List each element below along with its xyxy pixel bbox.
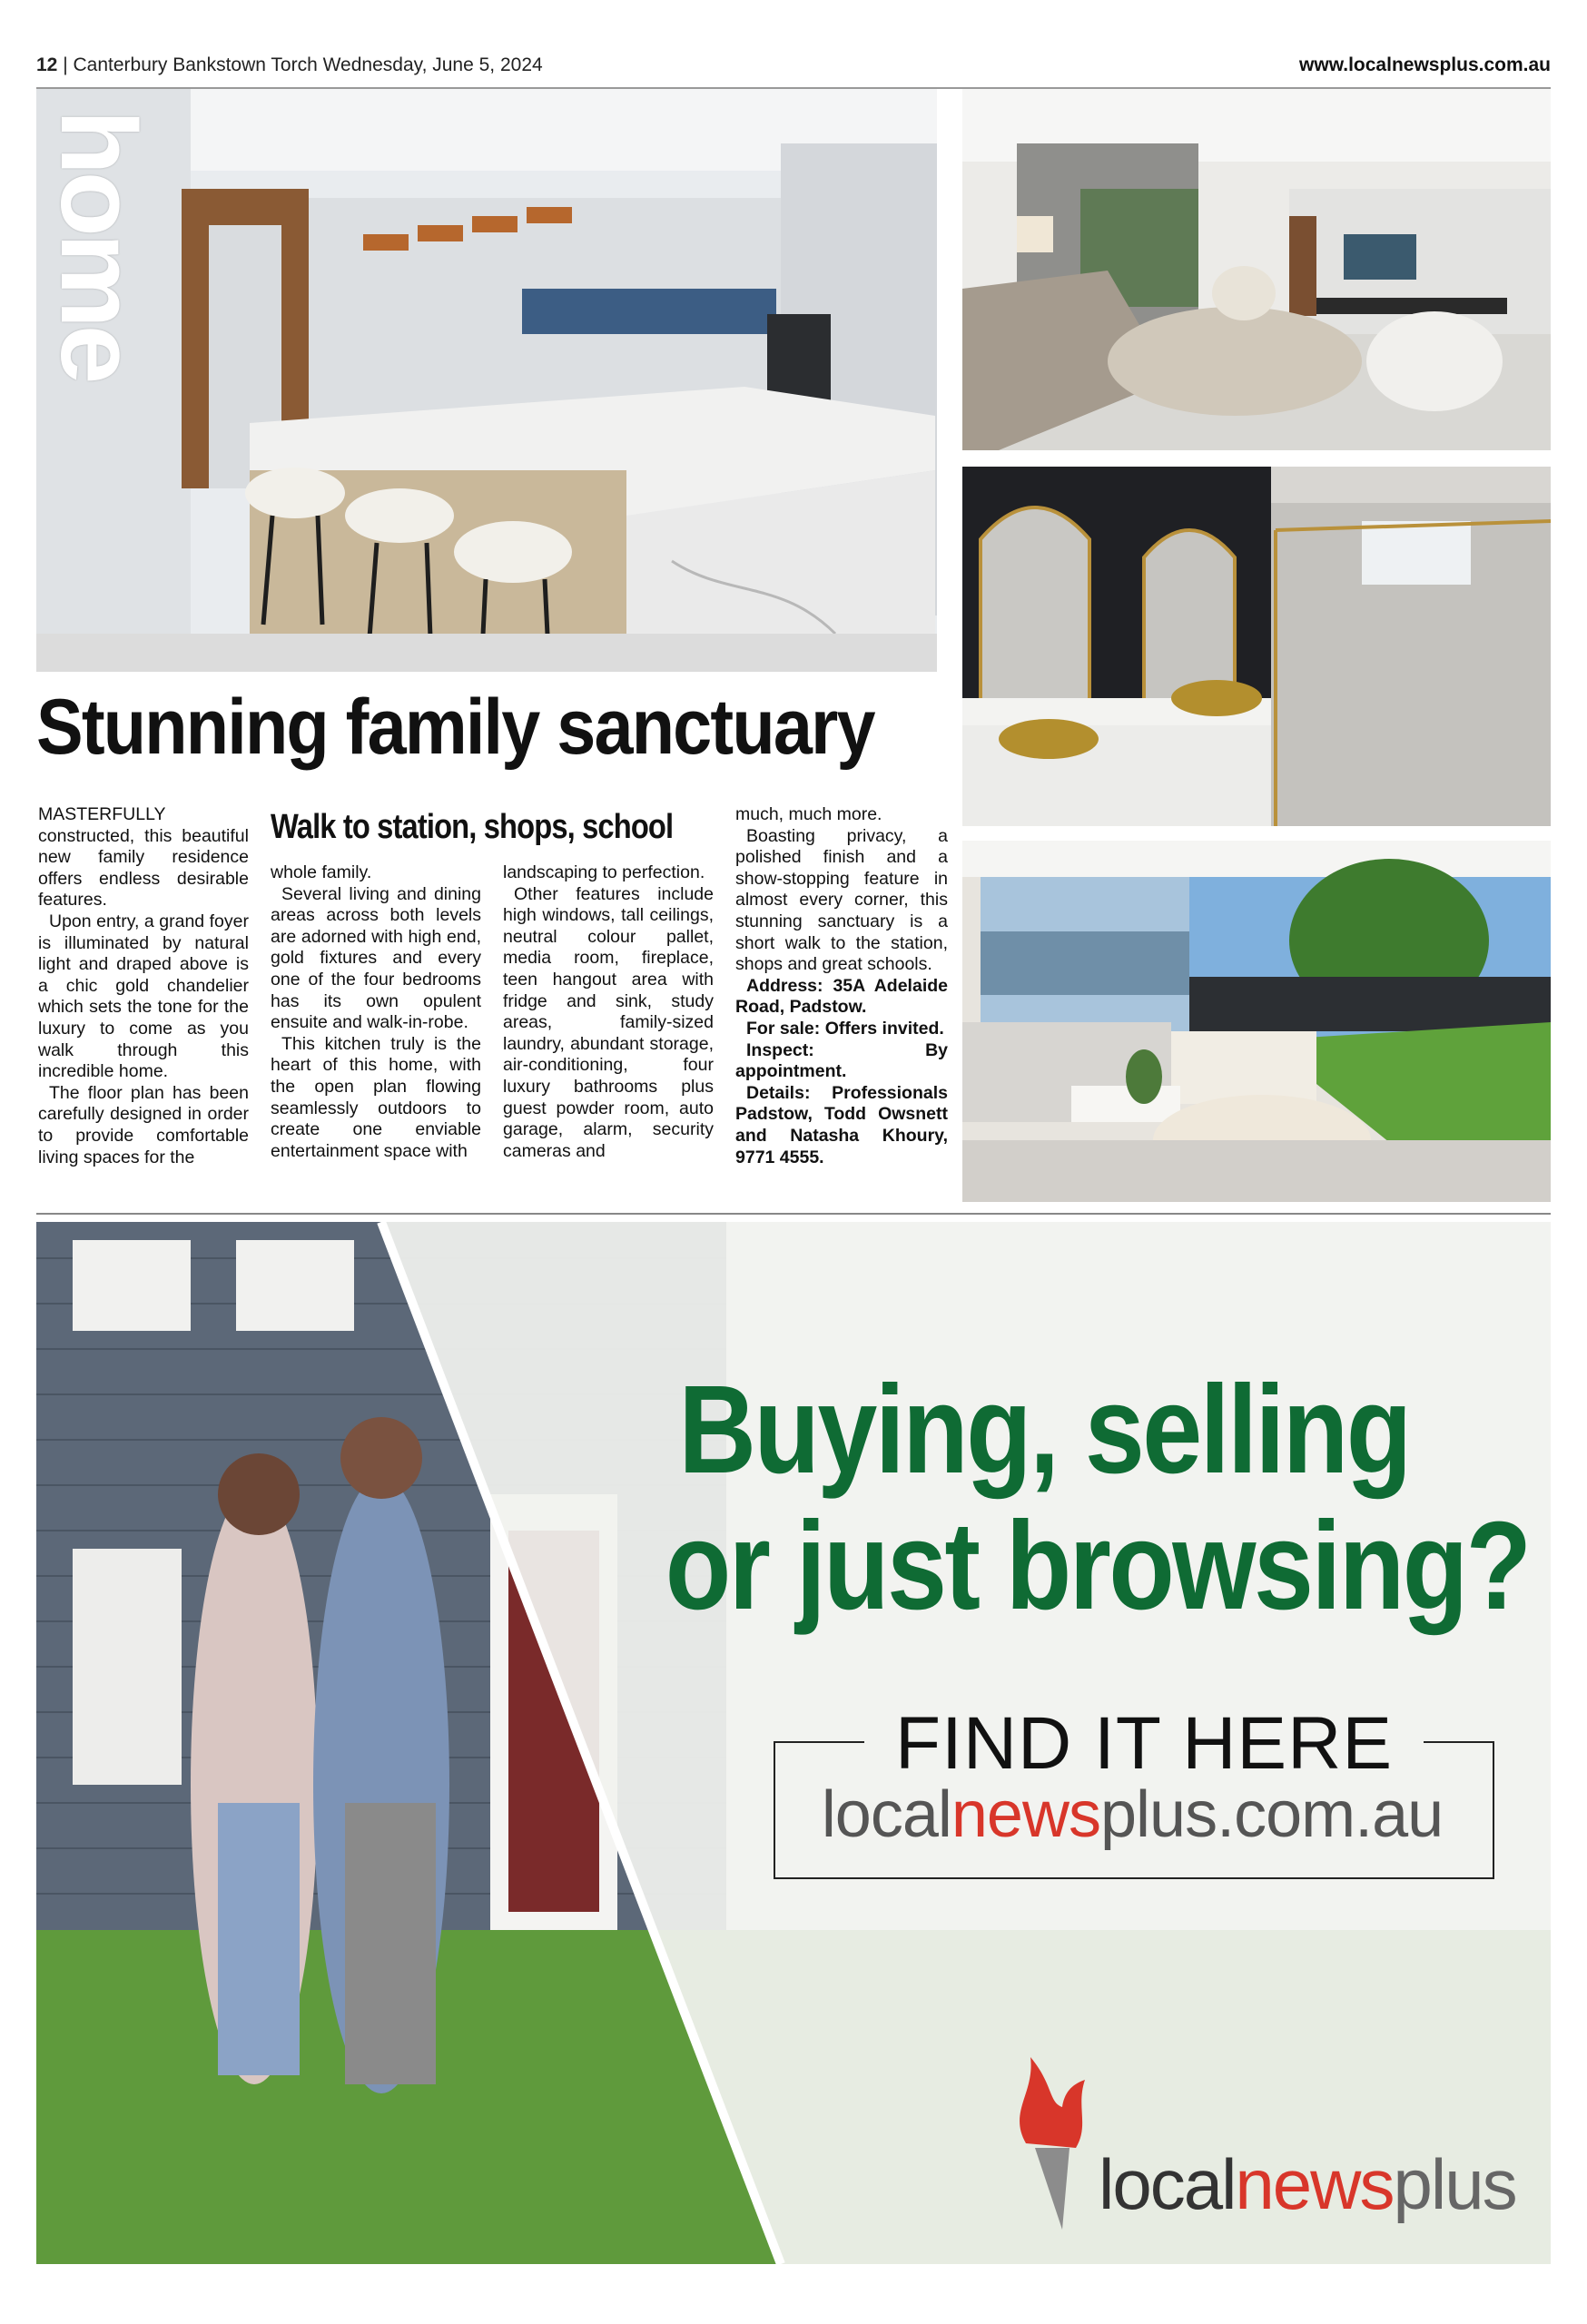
agent-details: Details: Professionals Padstow, Todd Owsnett and Natasha Khoury, 9771 4555. [735,1082,948,1167]
article-paragraph: Upon entry, a grand foyer is illuminated by natural light and draped above is a chic gold chandelier which sets the tone for the luxury to come as you walk through this incredible home. [38,911,249,1082]
website-link[interactable]: www.localnewsplus.com.au [1299,54,1551,75]
advertisement[interactable] [36,1222,1551,2264]
advert-url-link[interactable]: localnewsplus.com.au [821,1778,1444,1851]
article-headline: Stunning family sanctuary [36,684,874,771]
section-divider [36,1213,1551,1215]
article-paragraph: Other features include high windows, tall ceilings, neutral colour pallet, media room, fireplace, teen hangout area with fridge and sink, study areas, family-sized laundry, abundant storage, air-conditioning, four luxury bathrooms plus guest powder room, auto garage, alarm, security cameras and [503,883,714,1161]
bathroom-photo [962,467,1551,826]
page-number: 12 [36,54,58,75]
living-room-photo [962,89,1551,450]
publication-date: Wednesday, June 5, 2024 [322,54,543,75]
box-top-line-right [1424,1741,1493,1743]
property-address: Address: 35A Adelaide Road, Padstow. [735,975,948,1018]
header-separator: | [63,54,68,75]
advert-headline-line-1: Buying, selling [678,1360,1410,1500]
article-column-4 [735,804,948,1168]
kitchen-photo [36,89,937,672]
page-header-left [36,54,543,76]
article-paragraph: Several living and dining areas across both levels are adorned with high end, gold fixtures and every one of the four bedrooms has its own opulent ensuite and walk-in-robe. [271,883,481,1033]
article-paragraph: landscaping to perfection. [503,862,705,882]
article-paragraph: This kitchen truly is the heart of this home, with the open plan flowing seamlessly outdoors to create one enviable entertainment space with [271,1033,481,1161]
outdoor-photo [962,841,1551,1202]
localnewsplus-logo: localnewsplus [1099,2144,1516,2224]
publication-name: Canterbury Bankstown Torch [73,54,318,75]
sale-method: For sale: Offers invited. [746,1018,944,1039]
article-paragraph: Boasting privacy, a polished finish and a show-stopping feature in almost every corner, this stunning sanctuary is a short walk to the station, shops and great schools. [735,825,948,975]
box-top-line-left [774,1741,864,1743]
article-paragraph: MASTERFULLY constructed, this beautiful new family residence offers endless desirable features. [38,804,249,911]
inspection-info: Inspect: By appointment. [735,1039,948,1082]
advert-find-it-here: FIND IT HERE [894,1702,1394,1785]
article-paragraph: whole family. [271,862,372,882]
article-subheading: Walk to station, shops, school [271,808,674,846]
article-paragraph: much, much more. [735,804,882,824]
section-tag: home [38,109,158,381]
article-column-2 [271,862,481,1162]
article-column-1 [38,804,249,1168]
flame-logo-icon [999,2057,1099,2239]
advert-headline-line-2: or just browsing? [665,1496,1530,1636]
article-column-3 [503,862,714,1162]
article-paragraph: The floor plan has been carefully designed in order to provide comfortable living spaces for the [38,1082,249,1167]
